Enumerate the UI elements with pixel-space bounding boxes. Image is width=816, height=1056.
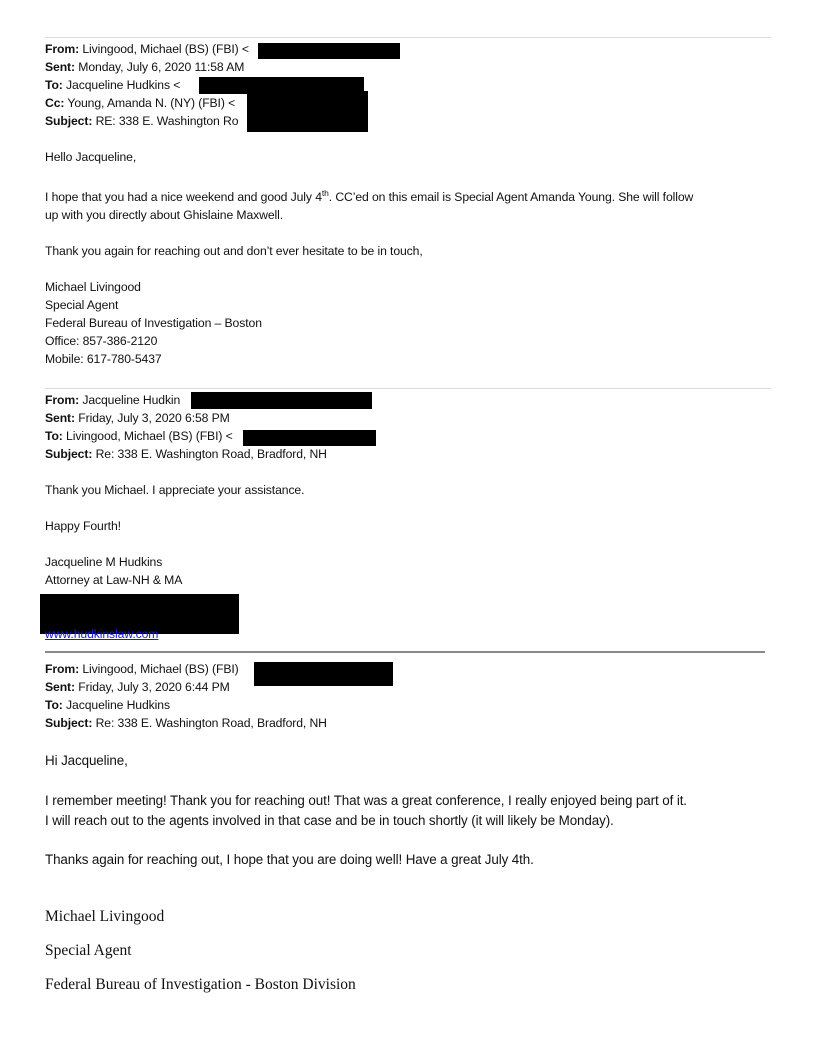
to-value: Livingood, Michael (BS) (FBI) <	[66, 429, 233, 443]
email3-paragraph-1: I remember meeting! Thank you for reaching out! That was a great conference, I really enjoyed being part of it.	[45, 793, 687, 808]
email1-signature-name: Michael Livingood	[45, 280, 141, 294]
cc-value: Young, Amanda N. (NY) (FBI) <	[67, 96, 236, 110]
to-label: To:	[45, 698, 63, 712]
from-value: Livingood, Michael (BS) (FBI) <	[82, 42, 249, 56]
email1-to-line	[45, 78, 180, 92]
email1-paragraph-1-cont: up with you directly about Ghislaine Maxwell.	[45, 208, 284, 222]
sent-label: Sent:	[45, 411, 75, 425]
email3-from-line	[45, 662, 239, 676]
subject-value: Re: 338 E. Washington Road, Bradford, NH	[95, 447, 327, 461]
from-label: From:	[45, 42, 80, 56]
email3-subject-line	[45, 716, 327, 730]
redaction-box	[254, 662, 393, 686]
email2-body-2: Happy Fourth!	[45, 519, 121, 533]
email1-signature-mobile: Mobile: 617-780-5437	[45, 352, 162, 366]
subject-value: Re: 338 E. Washington Road, Bradford, NH	[95, 716, 327, 730]
website-link[interactable]: www.hudkinslaw.com	[45, 627, 159, 641]
email1-greeting: Hello Jacqueline,	[45, 150, 137, 164]
email3-greeting: Hi Jacqueline,	[45, 753, 128, 768]
subject-value: RE: 338 E. Washington Ro	[95, 114, 239, 128]
to-label: To:	[45, 78, 63, 92]
sent-value: Friday, July 3, 2020 6:44 PM	[78, 680, 230, 694]
email3-signature-org: Federal Bureau of Investigation - Boston Division	[45, 976, 356, 993]
redaction-box	[258, 43, 400, 59]
email1-paragraph-2: Thank you again for reaching out and don’t ever hesitate to be in touch,	[45, 244, 423, 258]
redaction-box	[243, 430, 376, 446]
email2-signature-name: Jacqueline M Hudkins	[45, 555, 163, 569]
email3-sent-line	[45, 680, 230, 694]
email1-signature-org: Federal Bureau of Investigation – Boston	[45, 316, 262, 330]
divider	[45, 37, 771, 38]
email2-from-line	[45, 393, 180, 407]
email2-subject-line	[45, 447, 327, 461]
divider	[45, 651, 765, 653]
subject-label: Subject:	[45, 447, 93, 461]
subject-label: Subject:	[45, 114, 93, 128]
email3-signature-name: Michael Livingood	[45, 908, 165, 925]
sent-label: Sent:	[45, 60, 75, 74]
sent-value: Friday, July 3, 2020 6:58 PM	[78, 411, 230, 425]
email2-website-line	[45, 627, 158, 641]
to-value: Jacqueline Hudkins <	[66, 78, 181, 92]
email2-sent-line	[45, 411, 230, 425]
divider	[45, 388, 771, 389]
sent-label: Sent:	[45, 680, 75, 694]
email1-from-line	[45, 42, 249, 56]
from-value: Jacqueline Hudkin	[82, 393, 181, 407]
email1-signature-title: Special Agent	[45, 298, 119, 312]
email3-signature-title: Special Agent	[45, 942, 132, 959]
email3-to-line	[45, 698, 170, 712]
from-label: From:	[45, 393, 80, 407]
to-value: Jacqueline Hudkins	[66, 698, 170, 712]
to-label: To:	[45, 429, 63, 443]
email1-signature-office: Office: 857-386-2120	[45, 334, 158, 348]
email1-sent-line	[45, 60, 244, 74]
email1-subject-line	[45, 114, 238, 128]
from-label: From:	[45, 662, 80, 676]
email3-paragraph-1-cont: I will reach out to the agents involved in that case and be in touch shortly (it will likely be Monday).	[45, 813, 614, 828]
superscript: th	[321, 188, 329, 198]
redaction-box	[191, 392, 372, 409]
email2-signature-title: Attorney at Law-NH & MA	[45, 573, 183, 587]
email1-paragraph-1: I hope that you had a nice weekend and good July 4th. CC’ed on this email is Special Agent Amanda Young. She will follow	[45, 188, 694, 204]
subject-label: Subject:	[45, 716, 93, 730]
sent-value: Monday, July 6, 2020 11:58 AM	[78, 60, 245, 74]
email3-paragraph-2: Thanks again for reaching out, I hope that you are doing well! Have a great July 4th.	[45, 852, 534, 867]
from-value: Livingood, Michael (BS) (FBI)	[82, 662, 239, 676]
cc-label: Cc:	[45, 96, 65, 110]
email2-to-line	[45, 429, 233, 443]
email2-body-1: Thank you Michael. I appreciate your assistance.	[45, 483, 305, 497]
redaction-box	[247, 91, 368, 132]
email1-cc-line	[45, 96, 235, 110]
